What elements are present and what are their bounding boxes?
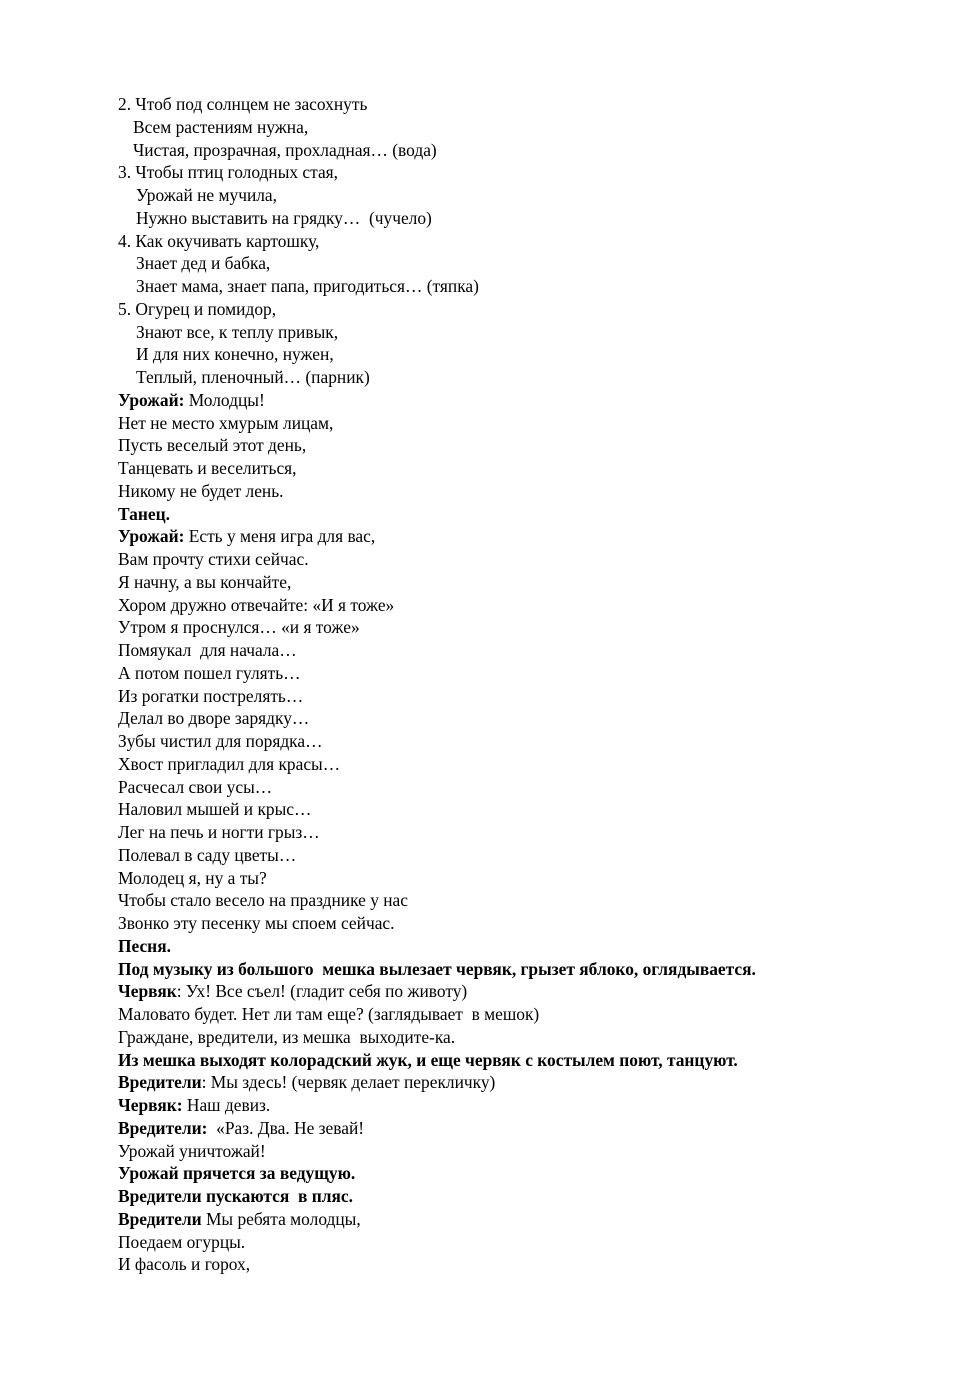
line-text: Утром я проснулся… «и я тоже»: [118, 617, 360, 638]
line-text: «Раз. Два. Не зевай!: [207, 1117, 365, 1138]
text-line: [118, 207, 898, 230]
text-line: [118, 935, 898, 958]
text-line: [118, 525, 898, 548]
line-text: Молодец я, ну а ты?: [118, 867, 267, 888]
text-line: [118, 912, 898, 935]
speaker-label: Танец.: [118, 503, 170, 524]
line-text: : Мы здесь! (червяк делает перекличку): [201, 1072, 496, 1093]
speaker-label: Урожай прячется за ведущую.: [118, 1163, 356, 1184]
text-line: [118, 298, 898, 321]
line-text: Расчесал свои усы…: [118, 776, 273, 797]
line-text: Молодцы!: [184, 389, 265, 410]
text-line: [118, 662, 898, 685]
text-line: [118, 366, 898, 389]
line-text: Никому не будет лень.: [118, 480, 284, 501]
text-line: [118, 1185, 898, 1208]
text-line: [118, 1140, 898, 1163]
text-line: [118, 389, 898, 412]
text-line: [118, 480, 898, 503]
line-text: И фасоль и горох,: [118, 1254, 251, 1275]
line-text: А потом пошел гулять…: [118, 662, 301, 683]
speaker-label: Вредители: [118, 1208, 202, 1229]
line-text: Делал во дворе зарядку…: [118, 708, 310, 729]
speaker-label: Вредители: [118, 1072, 202, 1093]
line-text: Мы ребята молодцы,: [201, 1208, 361, 1229]
text-line: [118, 639, 898, 662]
line-text: Звонко эту песенку мы споем сейчас.: [118, 913, 395, 933]
line-text: Есть у меня игра для вас,: [184, 526, 376, 547]
line-text: Маловато будет. Нет ли там еще? (заглядывает в мешок): [118, 1004, 540, 1024]
line-text: Из рогатки пострелять…: [118, 685, 304, 706]
line-text: Танцевать и веселиться,: [118, 458, 297, 478]
line-text: Чтобы стало весело на празднике у нас: [118, 890, 408, 911]
text-line: [118, 889, 898, 912]
speaker-label: Вредители пускаются в пляс.: [118, 1186, 353, 1206]
speaker-label: Урожай:: [118, 526, 185, 547]
speaker-label: Червяк: [118, 981, 177, 1002]
line-text: 3. Чтобы птиц голодных стая,: [118, 162, 339, 183]
line-text: Урожай уничтожай!: [118, 1140, 266, 1161]
line-text: Я начну, а вы кончайте,: [118, 571, 292, 592]
text-line: [118, 958, 898, 981]
text-line: [118, 844, 898, 867]
line-text: Зубы чистил для порядка…: [118, 731, 323, 751]
text-line: [118, 980, 898, 1003]
line-text: Знают все, к теплу привык,: [136, 321, 339, 342]
text-line: [118, 93, 898, 116]
text-line: [118, 548, 898, 571]
speaker-label: Червяк:: [118, 1095, 183, 1115]
text-line: [118, 457, 898, 480]
speaker-label: Из мешка выходят колорадский жук, и еще червяк с костылем поют, танцуют.: [118, 1049, 738, 1070]
line-text: Нужно выставить на грядку… (чучело): [136, 207, 432, 228]
line-text: Лег на печь и ногти грыз…: [118, 822, 320, 842]
text-line: [118, 1026, 898, 1049]
text-line: [118, 1049, 898, 1072]
text-line: [118, 867, 898, 890]
line-text: Хором дружно отвечайте: «И я тоже»: [118, 594, 395, 615]
text-line: [118, 1162, 898, 1185]
line-text: Пусть веселый этот день,: [118, 435, 307, 456]
line-text: Урожай не мучила,: [136, 185, 278, 205]
line-text: Вам прочту стихи сейчас.: [118, 549, 309, 569]
text-line: [118, 275, 898, 298]
text-line: [118, 730, 898, 753]
line-text: Нет не место хмурым лицам,: [118, 412, 334, 433]
line-text: Всем растениям нужна,: [133, 116, 309, 137]
text-line: [118, 434, 898, 457]
text-line: [118, 1003, 898, 1026]
text-line: [118, 412, 898, 435]
text-line: [118, 503, 898, 526]
text-line: [118, 707, 898, 730]
text-line: [118, 1071, 898, 1094]
line-text: 2. Чтоб под солнцем не засохнуть: [118, 94, 368, 114]
line-text: Наловил мышей и крыс…: [118, 799, 312, 820]
line-text: Хвост пригладил для красы…: [118, 753, 341, 774]
line-text: Поедаем огурцы.: [118, 1231, 246, 1252]
text-line: [118, 116, 898, 139]
text-line: [118, 1208, 898, 1231]
text-line: [118, 230, 898, 253]
text-line: [118, 161, 898, 184]
line-text: Знает мама, знает папа, пригодиться… (тяпка): [136, 276, 479, 296]
line-text: Полевал в саду цветы…: [118, 844, 297, 865]
text-line: [118, 1231, 898, 1254]
text-line: [118, 1094, 898, 1117]
line-text: Наш девиз.: [182, 1095, 271, 1115]
line-text: Помяукал для начала…: [118, 640, 297, 660]
speaker-label: Песня.: [118, 935, 171, 956]
line-text: 4. Как окучивать картошку,: [118, 230, 320, 251]
line-text: : Ух! Все съел! (гладит себя по животу): [176, 981, 468, 1002]
line-text: И для них конечно, нужен,: [136, 344, 334, 365]
speaker-label: Под музыку из большого мешка вылезает червяк, грызет яблоко, оглядывается.: [118, 958, 756, 979]
text-line: [118, 776, 898, 799]
speaker-label: Урожай:: [118, 389, 185, 410]
text-line: [118, 594, 898, 617]
text-line: [118, 753, 898, 776]
text-line: [118, 821, 898, 844]
text-line: [118, 321, 898, 344]
line-text: 5. Огурец и помидор,: [118, 298, 277, 319]
text-line: [118, 343, 898, 366]
line-text: Чистая, прозрачная, прохладная… (вода): [133, 139, 437, 160]
text-line: [118, 798, 898, 821]
line-text: Граждане, вредители, из мешка выходите-ка.: [118, 1026, 456, 1047]
document-page: [118, 93, 898, 1276]
text-line: [118, 139, 898, 162]
text-line: [118, 1253, 898, 1276]
text-line: [118, 252, 898, 275]
speaker-label: Вредители:: [118, 1117, 208, 1138]
text-line: [118, 685, 898, 708]
text-line: [118, 1117, 898, 1140]
line-text: Теплый, пленочный… (парник): [136, 367, 370, 387]
text-line: [118, 616, 898, 639]
line-text: Знает дед и бабка,: [136, 253, 271, 274]
text-line: [118, 184, 898, 207]
text-line: [118, 571, 898, 594]
